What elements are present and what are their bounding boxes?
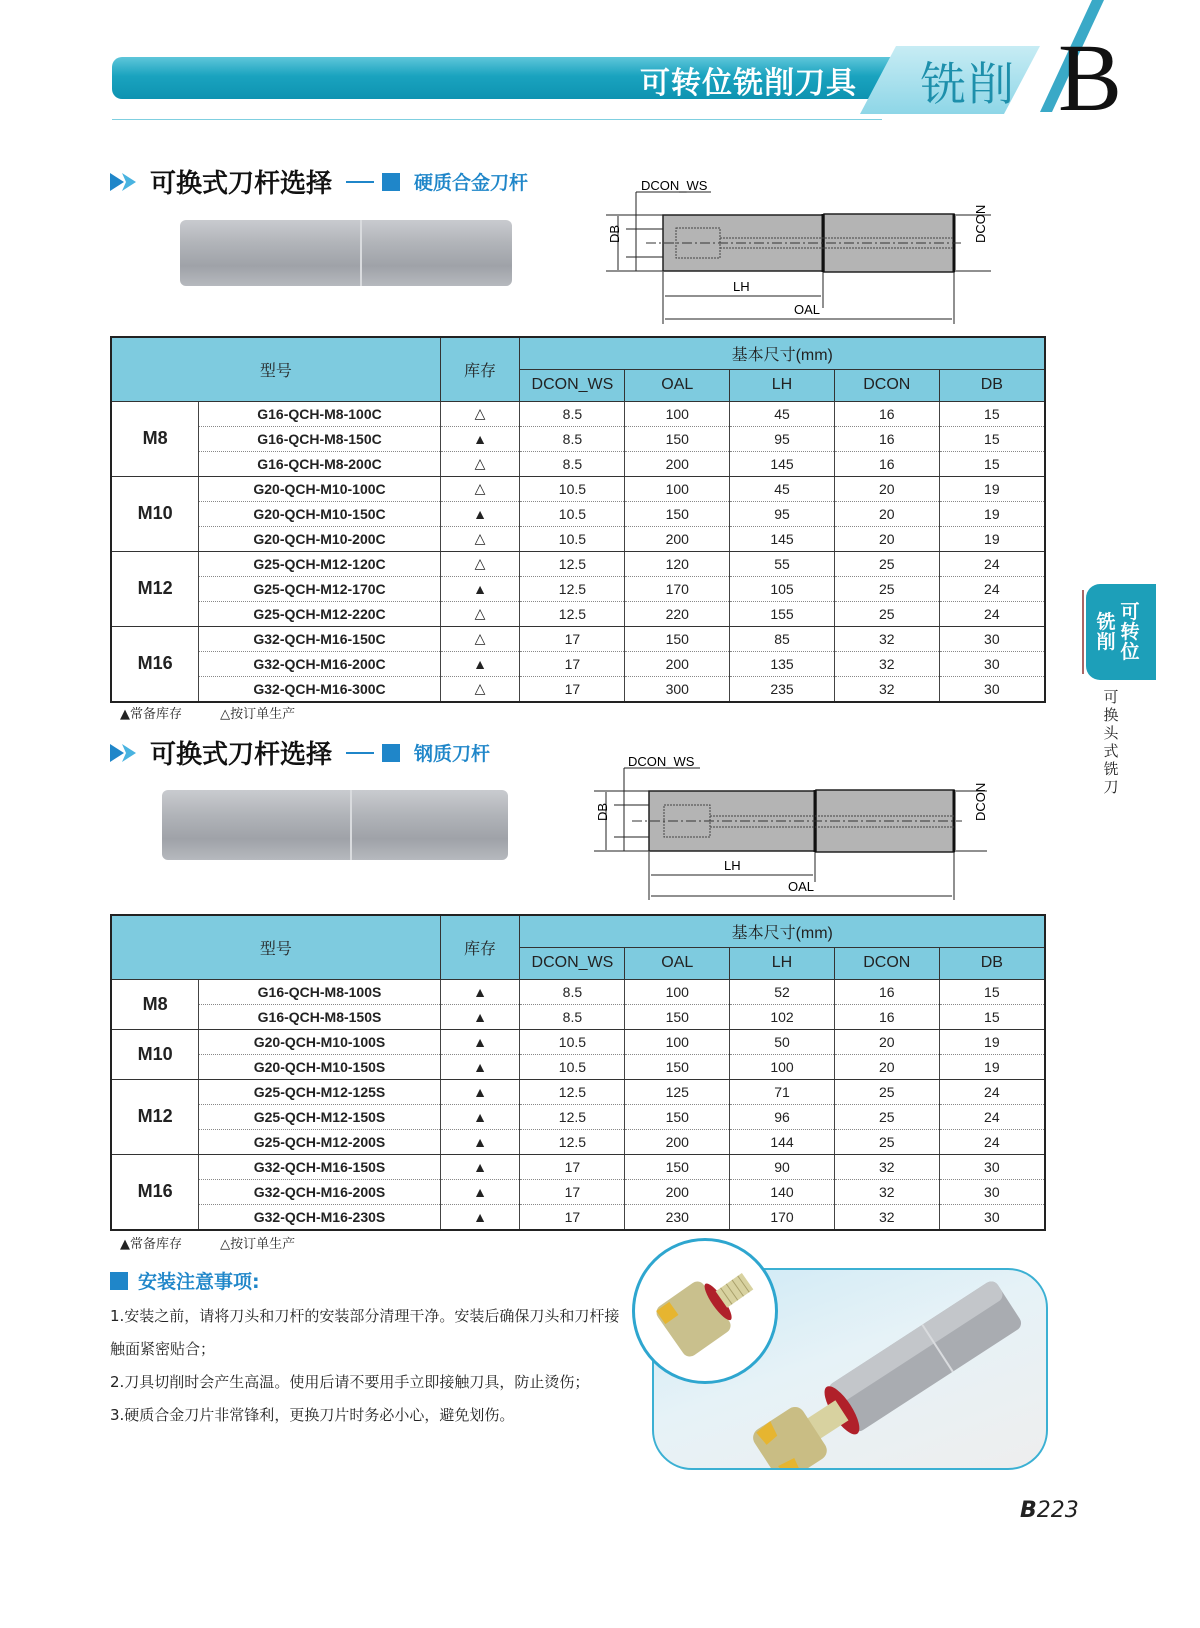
db-cell: 15 (939, 401, 1045, 426)
stock-cell: ▲ (440, 1129, 520, 1154)
lh-cell: 50 (730, 1029, 835, 1054)
table-row (111, 1054, 1045, 1079)
header-model: 型号 (111, 915, 440, 979)
shank-dimension-diagram-1 (596, 176, 996, 326)
detail-bubble (632, 1238, 778, 1384)
stock-cell: ▲ (440, 1179, 520, 1204)
oal-cell: 200 (625, 1179, 730, 1204)
svg-text:OAL: OAL (794, 302, 821, 317)
dcon-ws-cell: 10.5 (520, 476, 625, 501)
model-cell: G32-QCH-M16-200C (199, 651, 440, 676)
oal-cell: 150 (625, 1154, 730, 1179)
db-cell: 30 (939, 1204, 1045, 1230)
dcon-cell: 25 (834, 601, 939, 626)
table-row (111, 451, 1045, 476)
notes-heading (110, 1267, 260, 1294)
model-cell: G25-QCH-M12-200S (199, 1129, 440, 1154)
note-item: 3.硬质合金刀片非常锋利，更换刀片时务必小心，避免划伤。 (110, 1406, 515, 1424)
dcon-cell: 20 (834, 476, 939, 501)
oal-cell: 230 (625, 1204, 730, 1230)
stock-cell: ▲ (440, 1054, 520, 1079)
model-cell: G16-QCH-M8-200C (199, 451, 440, 476)
col-oal: OAL (625, 369, 730, 401)
oal-cell: 220 (625, 601, 730, 626)
stock-cell: △ (440, 551, 520, 576)
db-cell: 24 (939, 601, 1045, 626)
oal-cell: 150 (625, 501, 730, 526)
oal-cell: 170 (625, 576, 730, 601)
table-row (111, 1154, 1045, 1179)
model-cell: G32-QCH-M16-150S (199, 1154, 440, 1179)
side-tab-label-right: 可转位 (1120, 601, 1140, 663)
db-cell: 19 (939, 476, 1045, 501)
dcon-cell: 16 (834, 451, 939, 476)
stock-cell: ▲ (440, 1029, 520, 1054)
model-cell: G25-QCH-M12-150S (199, 1104, 440, 1129)
db-cell: 15 (939, 979, 1045, 1004)
lh-cell: 170 (730, 1204, 835, 1230)
col-dcon: DCON (834, 947, 939, 979)
svg-text:LH: LH (733, 279, 750, 294)
db-cell: 24 (939, 1079, 1045, 1104)
model-cell: G25-QCH-M12-220C (199, 601, 440, 626)
table-row (111, 1029, 1045, 1054)
table-row (111, 651, 1045, 676)
legend-in-stock: ▲常备库存 (120, 707, 182, 722)
stock-cell: ▲ (440, 1004, 520, 1029)
db-cell: 30 (939, 651, 1045, 676)
db-cell: 15 (939, 426, 1045, 451)
oal-cell: 300 (625, 676, 730, 702)
table-row (111, 1104, 1045, 1129)
table-row (111, 476, 1045, 501)
oal-cell: 150 (625, 1104, 730, 1129)
dcon-ws-cell: 12.5 (520, 1129, 625, 1154)
dcon-ws-cell: 17 (520, 1179, 625, 1204)
side-tab[interactable] (1086, 584, 1156, 680)
db-cell: 30 (939, 1154, 1045, 1179)
dcon-ws-cell: 12.5 (520, 1104, 625, 1129)
table-row (111, 1179, 1045, 1204)
section2-subtitle: 钢质刀杆 (414, 743, 491, 765)
lh-cell: 144 (730, 1129, 835, 1154)
dcon-cell: 32 (834, 1204, 939, 1230)
dcon-ws-cell: 17 (520, 651, 625, 676)
col-dcon-ws: DCON_WS (520, 369, 625, 401)
section1-title: 可换式刀杆选择 (150, 169, 333, 199)
table-row (111, 576, 1045, 601)
model-cell: G25-QCH-M12-120C (199, 551, 440, 576)
rod-step (350, 790, 352, 860)
table-row (111, 426, 1045, 451)
table-row (111, 1204, 1045, 1230)
dcon-cell: 25 (834, 551, 939, 576)
section-title: 铣削 (920, 57, 1016, 111)
model-cell: G16-QCH-M8-100S (199, 979, 440, 1004)
oal-cell: 200 (625, 1129, 730, 1154)
table-row (111, 1004, 1045, 1029)
thread-size-group: M12 (111, 1079, 199, 1154)
svg-text:LH: LH (724, 858, 741, 873)
model-cell: G16-QCH-M8-150S (199, 1004, 440, 1029)
thread-size-group: M16 (111, 626, 199, 702)
stock-cell: ▲ (440, 1204, 520, 1230)
header-stock: 库存 (440, 337, 520, 401)
dcon-cell: 32 (834, 651, 939, 676)
model-cell: G32-QCH-M16-150C (199, 626, 440, 651)
table-row (111, 1129, 1045, 1154)
model-cell: G16-QCH-M8-150C (199, 426, 440, 451)
model-cell: G20-QCH-M10-100S (199, 1029, 440, 1054)
model-cell: G32-QCH-M16-200S (199, 1179, 440, 1204)
stock-cell: ▲ (440, 501, 520, 526)
table-row (111, 601, 1045, 626)
thread-size-group: M8 (111, 401, 199, 476)
col-db: DB (939, 947, 1045, 979)
model-cell: G32-QCH-M16-230S (199, 1204, 440, 1230)
header-dimensions: 基本尺寸(mm) (520, 915, 1045, 947)
lh-cell: 145 (730, 451, 835, 476)
oal-cell: 100 (625, 979, 730, 1004)
lh-cell: 140 (730, 1179, 835, 1204)
oal-cell: 200 (625, 526, 730, 551)
model-cell: G20-QCH-M10-200C (199, 526, 440, 551)
lh-cell: 52 (730, 979, 835, 1004)
lh-cell: 95 (730, 501, 835, 526)
note-item: 2.刀具切削时会产生高温。使用后请不要用手立即接触刀具，防止烫伤； (110, 1373, 590, 1391)
dcon-ws-cell: 12.5 (520, 1079, 625, 1104)
dcon-ws-cell: 10.5 (520, 501, 625, 526)
thread-size-group: M8 (111, 979, 199, 1029)
thread-size-group: M10 (111, 1029, 199, 1079)
db-cell: 19 (939, 1029, 1045, 1054)
side-tab-subtitle: 可换头式铣刀 (1103, 688, 1119, 796)
square-bullet-icon (382, 744, 400, 762)
model-cell: G25-QCH-M12-170C (199, 576, 440, 601)
oal-cell: 150 (625, 626, 730, 651)
section2-title: 可换式刀杆选择 (150, 740, 333, 770)
notes-list (110, 1300, 620, 1432)
note-item: 1.安装之前，请将刀头和刀杆的安装部分清理干净。安装后确保刀头和刀杆接触面紧密贴合； (110, 1307, 620, 1358)
svg-text:DB: DB (595, 802, 610, 821)
dcon-ws-cell: 8.5 (520, 1004, 625, 1029)
stock-cell: △ (440, 601, 520, 626)
legend-made-to-order: △按订单生产 (220, 707, 296, 722)
db-cell: 19 (939, 501, 1045, 526)
dcon-ws-cell: 8.5 (520, 401, 625, 426)
double-chevron-icon (110, 171, 142, 193)
stock-cell: △ (440, 401, 520, 426)
stock-cell: △ (440, 451, 520, 476)
dcon-cell: 32 (834, 1154, 939, 1179)
lh-cell: 90 (730, 1154, 835, 1179)
steel-shank-table (110, 914, 1046, 1231)
dcon-cell: 16 (834, 401, 939, 426)
dcon-cell: 25 (834, 1079, 939, 1104)
dcon-cell: 32 (834, 626, 939, 651)
oal-cell: 150 (625, 1004, 730, 1029)
carbide-shank-image (180, 220, 512, 286)
square-bullet-icon (382, 173, 400, 191)
col-dcon: DCON (834, 369, 939, 401)
page-number (1020, 1498, 1079, 1523)
lh-cell: 45 (730, 401, 835, 426)
double-chevron-icon (110, 742, 142, 764)
dcon-cell: 20 (834, 526, 939, 551)
dcon-cell: 32 (834, 1179, 939, 1204)
table-row (111, 551, 1045, 576)
page-prefix: B (1020, 1498, 1037, 1523)
dcon-ws-cell: 17 (520, 1154, 625, 1179)
stock-cell: ▲ (440, 979, 520, 1004)
dcon-cell: 16 (834, 1004, 939, 1029)
section1-heading (110, 163, 528, 200)
divider (346, 181, 374, 183)
db-cell: 30 (939, 676, 1045, 702)
model-cell: G20-QCH-M10-150C (199, 501, 440, 526)
col-dcon-ws: DCON_WS (520, 947, 625, 979)
stock-cell: △ (440, 676, 520, 702)
stock-cell: △ (440, 526, 520, 551)
oal-cell: 200 (625, 651, 730, 676)
svg-text:DCON: DCON (973, 204, 988, 243)
dcon-ws-cell: 12.5 (520, 576, 625, 601)
stock-cell: ▲ (440, 426, 520, 451)
carbide-shank-table (110, 336, 1046, 703)
steel-shank-image (162, 790, 508, 860)
stock-legend-1 (120, 703, 329, 722)
header-stock: 库存 (440, 915, 520, 979)
dcon-cell: 25 (834, 1129, 939, 1154)
dcon-ws-cell: 8.5 (520, 451, 625, 476)
dcon-ws-cell: 17 (520, 626, 625, 651)
stock-cell: ▲ (440, 651, 520, 676)
side-tab-line (1082, 590, 1084, 674)
dcon-ws-cell: 17 (520, 1204, 625, 1230)
notes-title: 安装注意事项: (138, 1271, 260, 1293)
side-tab-label-left: 铣削 (1096, 611, 1116, 653)
legend-in-stock: ▲常备库存 (120, 1237, 182, 1252)
stock-cell: ▲ (440, 1154, 520, 1179)
svg-text:DB: DB (607, 224, 622, 243)
svg-text:DCON: DCON (973, 782, 988, 821)
db-cell: 15 (939, 1004, 1045, 1029)
svg-text:DCON_WS: DCON_WS (641, 178, 708, 193)
lh-cell: 100 (730, 1054, 835, 1079)
square-bullet-icon (110, 1272, 128, 1290)
db-cell: 19 (939, 1054, 1045, 1079)
col-lh: LH (730, 947, 835, 979)
dcon-ws-cell: 10.5 (520, 526, 625, 551)
stock-cell: △ (440, 476, 520, 501)
table-row (111, 626, 1045, 651)
chapter-letter: B (1058, 24, 1123, 131)
page-value: 223 (1036, 1498, 1079, 1523)
table-row (111, 979, 1045, 1004)
lh-cell: 135 (730, 651, 835, 676)
model-cell: G20-QCH-M10-100C (199, 476, 440, 501)
section1-subtitle: 硬质合金刀杆 (414, 172, 529, 194)
thread-size-group: M12 (111, 551, 199, 626)
db-cell: 30 (939, 626, 1045, 651)
lh-cell: 102 (730, 1004, 835, 1029)
thread-size-group: M10 (111, 476, 199, 551)
cutter-head-graphic (635, 1241, 775, 1381)
svg-text:OAL: OAL (788, 879, 815, 894)
header-dimensions: 基本尺寸(mm) (520, 337, 1045, 369)
oal-cell: 100 (625, 401, 730, 426)
col-oal: OAL (625, 947, 730, 979)
lh-cell: 95 (730, 426, 835, 451)
dcon-ws-cell: 12.5 (520, 551, 625, 576)
stock-cell: ▲ (440, 576, 520, 601)
db-cell: 24 (939, 1104, 1045, 1129)
db-cell: 24 (939, 576, 1045, 601)
stock-cell: ▲ (440, 1079, 520, 1104)
model-cell: G20-QCH-M10-150S (199, 1054, 440, 1079)
lh-cell: 155 (730, 601, 835, 626)
dcon-ws-cell: 8.5 (520, 979, 625, 1004)
stock-legend-2 (120, 1233, 329, 1252)
legend-made-to-order: △按订单生产 (220, 1237, 296, 1252)
svg-text:DCON_WS: DCON_WS (628, 754, 695, 769)
header-divider (112, 119, 882, 120)
col-db: DB (939, 369, 1045, 401)
table-row (111, 526, 1045, 551)
oal-cell: 150 (625, 1054, 730, 1079)
db-cell: 19 (939, 526, 1045, 551)
rod-step (360, 220, 362, 286)
col-lh: LH (730, 369, 835, 401)
dcon-cell: 20 (834, 1054, 939, 1079)
table-body (111, 979, 1045, 1230)
model-cell: G25-QCH-M12-125S (199, 1079, 440, 1104)
dcon-cell: 20 (834, 501, 939, 526)
shank-dimension-diagram-2 (582, 752, 992, 902)
dcon-cell: 25 (834, 1104, 939, 1129)
lh-cell: 96 (730, 1104, 835, 1129)
lh-cell: 55 (730, 551, 835, 576)
category-title: 可转位铣削刀具 (640, 66, 857, 101)
table-row (111, 676, 1045, 702)
oal-cell: 100 (625, 476, 730, 501)
oal-cell: 200 (625, 451, 730, 476)
table-row (111, 501, 1045, 526)
model-cell: G32-QCH-M16-300C (199, 676, 440, 702)
db-cell: 15 (939, 451, 1045, 476)
lh-cell: 105 (730, 576, 835, 601)
header-model: 型号 (111, 337, 440, 401)
model-cell: G16-QCH-M8-100C (199, 401, 440, 426)
dcon-cell: 25 (834, 576, 939, 601)
db-cell: 24 (939, 551, 1045, 576)
oal-cell: 120 (625, 551, 730, 576)
db-cell: 24 (939, 1129, 1045, 1154)
table-body (111, 401, 1045, 702)
dcon-cell: 16 (834, 426, 939, 451)
dcon-ws-cell: 8.5 (520, 426, 625, 451)
dcon-cell: 32 (834, 676, 939, 702)
thread-size-group: M16 (111, 1154, 199, 1230)
table-row (111, 401, 1045, 426)
dcon-ws-cell: 17 (520, 676, 625, 702)
table-row (111, 1079, 1045, 1104)
lh-cell: 235 (730, 676, 835, 702)
db-cell: 30 (939, 1179, 1045, 1204)
lh-cell: 45 (730, 476, 835, 501)
lh-cell: 71 (730, 1079, 835, 1104)
lh-cell: 85 (730, 626, 835, 651)
oal-cell: 100 (625, 1029, 730, 1054)
oal-cell: 150 (625, 426, 730, 451)
stock-cell: △ (440, 626, 520, 651)
dcon-ws-cell: 10.5 (520, 1029, 625, 1054)
divider (346, 752, 374, 754)
oal-cell: 125 (625, 1079, 730, 1104)
stock-cell: ▲ (440, 1104, 520, 1129)
section2-heading (110, 734, 490, 771)
dcon-cell: 20 (834, 1029, 939, 1054)
dcon-ws-cell: 10.5 (520, 1054, 625, 1079)
lh-cell: 145 (730, 526, 835, 551)
dcon-cell: 16 (834, 979, 939, 1004)
dcon-ws-cell: 12.5 (520, 601, 625, 626)
